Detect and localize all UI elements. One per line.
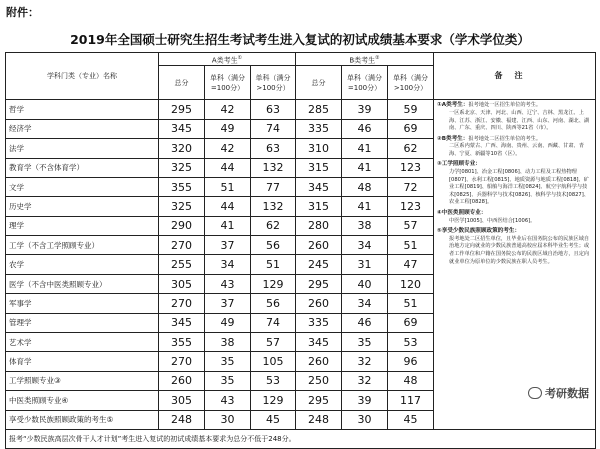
note-block bbox=[437, 228, 592, 266]
subject-name: 军事学 bbox=[6, 294, 159, 313]
score-cell-b-total: 315 bbox=[296, 158, 342, 177]
note-head: ⑤享受少数民族照顾政策的考生： bbox=[437, 228, 521, 235]
header-b-total: 总分 bbox=[296, 66, 342, 100]
score-cell-b-total: 285 bbox=[296, 100, 342, 119]
subject-name: 文学 bbox=[6, 177, 159, 196]
score-cell-b-s1: 31 bbox=[342, 255, 388, 274]
score-cell-a-total: 270 bbox=[159, 294, 205, 313]
score-cell-b-s2: 62 bbox=[388, 139, 434, 158]
score-cell-a-total: 290 bbox=[159, 216, 205, 235]
score-cell-a-s2: 132 bbox=[251, 158, 296, 177]
score-cell-b-total: 345 bbox=[296, 333, 342, 352]
score-cell-b-total: 315 bbox=[296, 197, 342, 216]
score-cell-b-total: 310 bbox=[296, 139, 342, 158]
score-cell-b-s2: 69 bbox=[388, 313, 434, 332]
score-cell-b-s2: 117 bbox=[388, 391, 434, 410]
score-cell-b-total: 280 bbox=[296, 216, 342, 235]
score-cell-b-s1: 32 bbox=[342, 371, 388, 390]
score-cell-b-total: 335 bbox=[296, 119, 342, 138]
score-cell-a-s2: 63 bbox=[251, 139, 296, 158]
score-cell-b-s2: 48 bbox=[388, 371, 434, 390]
score-cell-a-s2: 74 bbox=[251, 119, 296, 138]
score-cell-a-total: 248 bbox=[159, 410, 205, 429]
score-cell-b-s2: 51 bbox=[388, 294, 434, 313]
score-cell-a-s1: 34 bbox=[205, 255, 251, 274]
score-cell-a-s1: 41 bbox=[205, 216, 251, 235]
subject-name: 历史学 bbox=[6, 197, 159, 216]
score-cell-b-s2: 53 bbox=[388, 333, 434, 352]
score-cell-a-total: 255 bbox=[159, 255, 205, 274]
score-cell-b-total: 250 bbox=[296, 371, 342, 390]
footnote: 报考“少数民族高层次骨干人才计划”考生进入复试的初试成绩基本要求为总分不低于248分。 bbox=[6, 429, 596, 448]
score-cell-b-total: 260 bbox=[296, 236, 342, 255]
score-cell-a-total: 355 bbox=[159, 333, 205, 352]
score-cell-a-s2: 45 bbox=[251, 410, 296, 429]
note-block bbox=[437, 136, 592, 159]
score-cell-b-s1: 30 bbox=[342, 410, 388, 429]
table-row bbox=[6, 100, 596, 119]
subject-name: 管理学 bbox=[6, 313, 159, 332]
score-cell-b-s1: 34 bbox=[342, 236, 388, 255]
subject-name: 工学（不含工学照顾专业） bbox=[6, 236, 159, 255]
subject-name: 医学（不含中医类照顾专业） bbox=[6, 274, 159, 293]
score-cell-b-total: 248 bbox=[296, 410, 342, 429]
score-cell-a-s1: 43 bbox=[205, 274, 251, 293]
score-cell-b-s1: 32 bbox=[342, 352, 388, 371]
score-cell-a-s1: 38 bbox=[205, 333, 251, 352]
header-notes: 备注 bbox=[434, 53, 596, 100]
score-cell-a-s2: 57 bbox=[251, 333, 296, 352]
score-cell-a-total: 305 bbox=[159, 391, 205, 410]
subject-name: 农学 bbox=[6, 255, 159, 274]
notes-cell bbox=[434, 100, 596, 430]
score-cell-a-total: 345 bbox=[159, 119, 205, 138]
score-cell-b-s2: 120 bbox=[388, 274, 434, 293]
score-cell-a-s1: 35 bbox=[205, 371, 251, 390]
score-cell-b-s2: 51 bbox=[388, 236, 434, 255]
score-cell-a-s1: 44 bbox=[205, 158, 251, 177]
score-cell-b-s1: 39 bbox=[342, 391, 388, 410]
score-cell-b-s2: 69 bbox=[388, 119, 434, 138]
wechat-icon bbox=[528, 387, 542, 399]
score-cell-b-s1: 35 bbox=[342, 333, 388, 352]
header-a-total: 总分 bbox=[159, 66, 205, 100]
score-table bbox=[5, 52, 596, 449]
score-cell-b-total: 345 bbox=[296, 177, 342, 196]
score-cell-b-s2: 57 bbox=[388, 216, 434, 235]
note-detail: 报考地处二区招生单位，且毕业后在国务院公布的民族区域自治地方定向就业的少数民族普通高校应届本科毕业生考生；或者工作单位和户籍在国务院公布的民族区域自治地方，且定向就业单位为原单位的少数民族在职人员考生。 bbox=[449, 235, 590, 265]
note-block bbox=[437, 161, 592, 207]
header-a-single100: 单科（满分=100分） bbox=[205, 66, 251, 100]
page-title: 2019年全国硕士研究生招生考试考生进入复试的初试成绩基本要求（学术学位类） bbox=[70, 32, 530, 47]
subject-name: 中医类照顾专业④ bbox=[6, 391, 159, 410]
score-cell-b-s1: 46 bbox=[342, 313, 388, 332]
header-b-singlegt100: 单科（满分>100分） bbox=[388, 66, 434, 100]
score-cell-b-s2: 47 bbox=[388, 255, 434, 274]
score-cell-b-s1: 46 bbox=[342, 119, 388, 138]
score-cell-a-total: 305 bbox=[159, 274, 205, 293]
score-cell-b-s2: 72 bbox=[388, 177, 434, 196]
score-cell-b-s1: 41 bbox=[342, 158, 388, 177]
score-cell-a-s2: 63 bbox=[251, 100, 296, 119]
score-cell-b-s2: 45 bbox=[388, 410, 434, 429]
subject-name: 体育学 bbox=[6, 352, 159, 371]
score-cell-a-s1: 43 bbox=[205, 391, 251, 410]
score-cell-b-s1: 34 bbox=[342, 294, 388, 313]
score-cell-a-s1: 37 bbox=[205, 236, 251, 255]
score-cell-a-total: 270 bbox=[159, 352, 205, 371]
score-cell-a-total: 325 bbox=[159, 158, 205, 177]
score-cell-a-s2: 129 bbox=[251, 391, 296, 410]
score-cell-b-s1: 41 bbox=[342, 139, 388, 158]
score-cell-a-s1: 30 bbox=[205, 410, 251, 429]
score-cell-a-total: 270 bbox=[159, 236, 205, 255]
note-block bbox=[437, 102, 592, 132]
score-cell-a-s1: 51 bbox=[205, 177, 251, 196]
score-cell-b-total: 295 bbox=[296, 391, 342, 410]
score-cell-b-total: 260 bbox=[296, 352, 342, 371]
subject-name: 艺术学 bbox=[6, 333, 159, 352]
score-cell-b-s2: 59 bbox=[388, 100, 434, 119]
score-cell-a-s2: 105 bbox=[251, 352, 296, 371]
score-cell-b-s2: 96 bbox=[388, 352, 434, 371]
note-body: 报考地处二区招生单位的考生。 bbox=[468, 135, 542, 142]
score-cell-b-s1: 40 bbox=[342, 274, 388, 293]
score-cell-a-s1: 37 bbox=[205, 294, 251, 313]
score-cell-a-s2: 74 bbox=[251, 313, 296, 332]
subject-name: 享受少数民族照顾政策的考生⑤ bbox=[6, 410, 159, 429]
score-cell-a-total: 320 bbox=[159, 139, 205, 158]
score-cell-b-s1: 38 bbox=[342, 216, 388, 235]
subject-name: 理学 bbox=[6, 216, 159, 235]
score-cell-b-s1: 41 bbox=[342, 197, 388, 216]
header-b-single100: 单科（满分=100分） bbox=[342, 66, 388, 100]
subject-name: 法学 bbox=[6, 139, 159, 158]
header-zone-b: B类考生② bbox=[296, 53, 434, 66]
note-block bbox=[437, 210, 592, 225]
subject-name: 经济学 bbox=[6, 119, 159, 138]
note-detail: 二区系内蒙古、广西、海南、贵州、云南、西藏、甘肃、青海、宁夏、新疆等10省（区）。 bbox=[449, 143, 584, 157]
score-cell-a-s2: 56 bbox=[251, 236, 296, 255]
score-cell-a-s1: 42 bbox=[205, 100, 251, 119]
subject-name: 教育学（不含体育学） bbox=[6, 158, 159, 177]
score-cell-a-s1: 49 bbox=[205, 313, 251, 332]
footnote-row bbox=[6, 429, 596, 448]
score-cell-b-total: 260 bbox=[296, 294, 342, 313]
score-cell-a-s1: 44 bbox=[205, 197, 251, 216]
watermark: 考研数据 bbox=[525, 384, 592, 402]
note-detail: 中医学[1005]、中西医结合[1006]。 bbox=[449, 217, 536, 224]
score-cell-a-total: 325 bbox=[159, 197, 205, 216]
note-head: ③工学照顾专业： bbox=[437, 161, 481, 168]
note-detail: 一区系北京、天津、河北、山西、辽宁、吉林、黑龙江、上海、江苏、浙江、安徽、福建、江西、山东、河南、湖北、湖南、广东、重庆、四川、陕西等21省（市）。 bbox=[449, 109, 590, 132]
score-cell-b-total: 335 bbox=[296, 313, 342, 332]
score-cell-b-s1: 48 bbox=[342, 177, 388, 196]
score-cell-b-total: 295 bbox=[296, 274, 342, 293]
score-cell-b-s1: 39 bbox=[342, 100, 388, 119]
header-zone-a: A类考生① bbox=[159, 53, 296, 66]
score-cell-a-total: 345 bbox=[159, 313, 205, 332]
score-cell-a-s2: 129 bbox=[251, 274, 296, 293]
score-cell-a-s1: 49 bbox=[205, 119, 251, 138]
score-cell-a-total: 295 bbox=[159, 100, 205, 119]
score-cell-a-s2: 132 bbox=[251, 197, 296, 216]
score-cell-b-s2: 123 bbox=[388, 197, 434, 216]
score-cell-b-s2: 123 bbox=[388, 158, 434, 177]
attachment-label: 附件： bbox=[6, 6, 39, 19]
header-a-singlegt100: 单科（满分>100分） bbox=[251, 66, 296, 100]
score-cell-a-total: 260 bbox=[159, 371, 205, 390]
score-cell-b-total: 245 bbox=[296, 255, 342, 274]
subject-name: 工学照顾专业③ bbox=[6, 371, 159, 390]
score-cell-a-s2: 62 bbox=[251, 216, 296, 235]
header-subject: 学科门类（专业）名称 bbox=[6, 53, 159, 100]
score-cell-a-s2: 77 bbox=[251, 177, 296, 196]
score-cell-a-total: 355 bbox=[159, 177, 205, 196]
score-cell-a-s2: 53 bbox=[251, 371, 296, 390]
score-cell-a-s2: 51 bbox=[251, 255, 296, 274]
note-head: ②B类考生： bbox=[437, 135, 469, 142]
note-body: 报考地处一区招生单位的考生。 bbox=[468, 102, 542, 109]
note-detail: 力学[0801]、冶金工程[0806]、动力工程及工程热物理[0807]、水利工程[0815]、地质资源与地质工程[0818]、矿业工程[0819]、船舶与海洋工程[0824]、航空宇航科学与技术[0825]、兵器科学与技术[0826]、核科学与技术[0827]、农业工程[0828]。 bbox=[449, 169, 589, 206]
subject-name: 哲学 bbox=[6, 100, 159, 119]
score-cell-a-s1: 35 bbox=[205, 352, 251, 371]
score-cell-a-s2: 56 bbox=[251, 294, 296, 313]
score-cell-a-s1: 42 bbox=[205, 139, 251, 158]
note-head: ①A类考生： bbox=[437, 102, 469, 109]
note-head: ④中医类照顾专业： bbox=[437, 210, 487, 217]
